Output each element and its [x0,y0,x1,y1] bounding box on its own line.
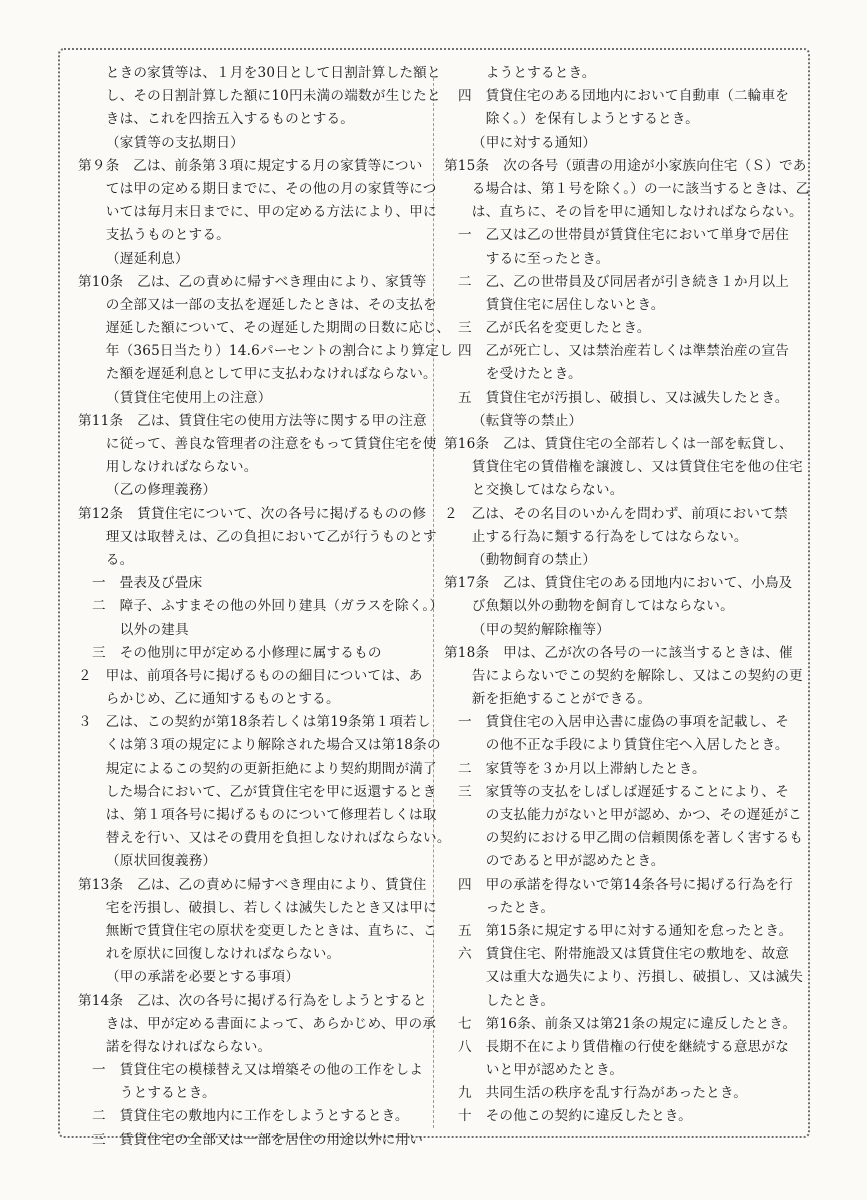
text-line: 一 乙又は乙の世帯員が賃貸住宅において単身で居住 [458,227,790,244]
text-line: 遅延した額について、その遅延した期間の日数に応じ、 [92,320,451,337]
right-text-column [444,62,810,1129]
text-line: る。 [92,551,134,568]
text-line: 第16条 乙は、賃貸住宅の全部若しくは一部を転貸し、 [444,436,793,452]
text-line: （転貸等の禁止） [472,412,583,429]
text-line: 五 第15条に規定する甲に対する通知を怠ったとき。 [458,922,793,939]
text-line: いては毎月末日までに、甲の定める方法により、甲に [92,204,437,221]
text-line: のであると甲が認めたとき。 [472,853,665,870]
text-line: 告によらないでこの契約を解除し、又はこの契約の更 [458,667,803,684]
text-line: 十 その他この契約に違反したとき。 [458,1108,692,1125]
text-line: 第12条 賃貸住宅について、次の各号に掲げるものの修 [78,505,427,522]
text-line: る場合は、第１号を除く。）の一に該当するときは、乙 [458,180,810,197]
text-line: （賃貸住宅使用上の注意） [106,389,272,406]
text-line: （甲の承諾を必要とする事項） [106,969,300,986]
text-line: 支払うものとする。 [92,227,230,244]
text-line: ２ 甲は、前項各号に掲げるものの細目については、あ [78,667,423,684]
text-line: 一 賃貸住宅の模様替え又は増築その他の工作をしよ [92,1062,424,1079]
text-line: 第14条 乙は、次の各号に掲げる行為をしようとすると [78,992,427,1009]
text-line: （原状回復義務） [106,853,217,870]
text-line: いと甲が認めたとき。 [472,1062,624,1079]
text-line: 又は重大な過失により、汚損し、破損し、又は滅失 [472,969,804,986]
text-line: び魚類以外の動物を飼育してはならない。 [458,598,734,615]
text-line: れを原状に回復しなければならない。 [92,946,341,963]
text-line: らかじめ、乙に通知するものとする。 [92,691,340,708]
text-line: ったとき。 [472,899,555,916]
text-line: 二 障子、ふすまその他の外回り建具（ガラスを除く。） [92,598,444,615]
text-line: 八 長期不在により賃借権の行使を継続する意思がな [458,1038,790,1055]
text-line: 第９条 乙は、前条第３項に規定する月の家賃等につい [78,157,423,174]
text-line: 第18条 甲は、乙が次の各号の一に該当するときは、催 [444,644,793,661]
text-line: 一 畳表及び畳床 [92,575,203,592]
text-line: 九 共同生活の秩序を乱す行為があったとき。 [458,1085,747,1102]
text-line: の全部又は一部の支払を遅延したときは、その支払を [92,296,437,313]
text-line: は、第１項各号に掲げるものについて修理若しくは取 [92,807,437,823]
text-line: 一 賃貸住宅の入居申込書に虚偽の事項を記載し、そ [458,714,790,731]
text-line: 二 賃貸住宅の敷地内に工作をしようとするとき。 [92,1108,409,1125]
text-line: 四 賃貸住宅のある団地内において自動車（二輪車を [458,88,790,105]
text-line: するに至ったとき。 [472,250,610,267]
text-line: を受けたとき。 [472,366,582,383]
text-line: ３ 乙は、この契約が第18条若しくは第19条第１項若し [78,714,431,731]
text-line: きは、甲が定める書面によって、あらかじめ、甲の承 [92,1015,437,1032]
text-line: 無断で賃貸住宅の原状を変更したときは、直ちに、こ [92,922,437,939]
text-line: 新を拒絶することができる。 [458,691,652,708]
text-line: 宅を汚損し、破損し、若しくは滅失したとき又は甲に [92,899,437,916]
text-line: くは第３項の規定により解除された場合又は第18条の [92,737,441,754]
text-line: 年（365日当たり）14.6パーセントの割合により算定し [92,343,453,360]
text-line: 二 乙、乙の世帯員及び同居者が引き続き１か月以上 [458,273,790,290]
text-line: し、その日割計算した額に10円未満の端数が生じたと [92,88,441,105]
text-line: 第13条 乙は、乙の責めに帰すべき理由により、賃貸住 [78,876,427,893]
text-line: （甲の契約解除権等） [472,621,610,638]
text-line: は、直ちに、その旨を甲に通知しなければならない。 [458,204,803,221]
text-line: 三 その他別に甲が定める小修理に属するもの [92,644,382,661]
text-line: 第17条 乙は、賃貸住宅のある団地内において、小鳥及 [444,575,793,592]
text-line: したとき。 [472,992,555,1009]
text-line: （甲に対する通知） [472,134,597,151]
text-line: ２ 乙は、その名目のいかんを問わず、前項において禁 [444,505,788,522]
text-line: 規定によるこの契約の更新拒絶により契約期間が満了 [92,760,437,777]
text-line: ときの家賃等は、１月を30日として日割計算した額と [92,65,441,81]
text-line: ようとするとき。 [472,65,596,81]
text-line: と交換してはならない。 [458,482,624,499]
text-line: 四 甲の承諾を得ないで第14条各号に掲げる行為を行 [458,876,793,893]
text-line: きは、これを四捨五入するものとする。 [92,111,355,128]
text-line: 第10条 乙は、乙の責めに帰すべき理由により、家賃等 [78,273,427,290]
text-line: の契約における甲乙間の信頼関係を著しく害するも [472,830,804,847]
text-line: 六 賃貸住宅、附帯施設又は賃貸住宅の敷地を、故意 [458,946,790,963]
text-line: 除く。）を保有しようとするとき。 [472,111,699,128]
text-line: 五 賃貸住宅が汚損し、破損し、又は滅失したとき。 [458,389,789,406]
text-line: 二 家賃等を３か月以上滞納したとき。 [458,760,706,777]
text-line: 替えを行い、又はその費用を負担しなければならない。 [92,830,451,847]
text-line: ては甲の定める期日までに、その他の月の家賃等につ [92,180,437,197]
text-line: の支払能力がないと甲が認め、かつ、その遅延がこ [472,807,802,823]
left-text-column [78,62,453,1152]
text-line: に従って、善良な管理者の注意をもって賃貸住宅を使 [92,436,437,452]
text-line: 三 賃貸住宅の全部又は一部を居住の用途以外に用い [92,1131,424,1148]
text-line: 諾を得なければならない。 [92,1038,272,1055]
text-line: 三 家賃等の支払をしばしば遅延することにより、そ [458,783,790,800]
text-line: 理又は取替えは、乙の負担において乙が行うものとす [92,528,437,545]
text-line: 第15条 次の各号（頭書の用途が小家族向住宅（Ｓ）であ [444,157,807,174]
text-line: 以外の建具 [106,621,189,638]
text-line: （乙の修理義務） [106,482,217,499]
text-line: 四 乙が死亡し、又は禁治産若しくは準禁治産の宣告 [458,343,790,360]
text-line: 第11条 乙は、賃貸住宅の使用方法等に関する甲の注意 [78,412,427,429]
text-line: の他不正な手段により賃貸住宅へ入居したとき。 [472,737,789,754]
text-line: 用しなければならない。 [92,459,258,476]
text-line: （家賃等の支払期日） [106,134,244,151]
text-line: 七 第16条、前条又は第21条の規定に違反したとき。 [458,1015,797,1032]
text-line: （動物飼育の禁止） [472,551,597,568]
text-line: 止する行為に類する行為をしてはならない。 [458,528,748,545]
text-line: うとするとき。 [106,1085,216,1102]
text-line: た額を遅延利息として甲に支払わなければならない。 [92,366,437,383]
text-line: 賃貸住宅に居住しないとき。 [472,296,665,313]
text-line: （遅延利息） [106,250,189,267]
text-line: 賃貸住宅の賃借権を譲渡し、又は賃貸住宅を他の住宅 [458,459,803,476]
text-line: した場合において、乙が賃貸住宅を甲に返還するとき [92,783,437,800]
text-line: 三 乙が氏名を変更したとき。 [458,320,651,337]
